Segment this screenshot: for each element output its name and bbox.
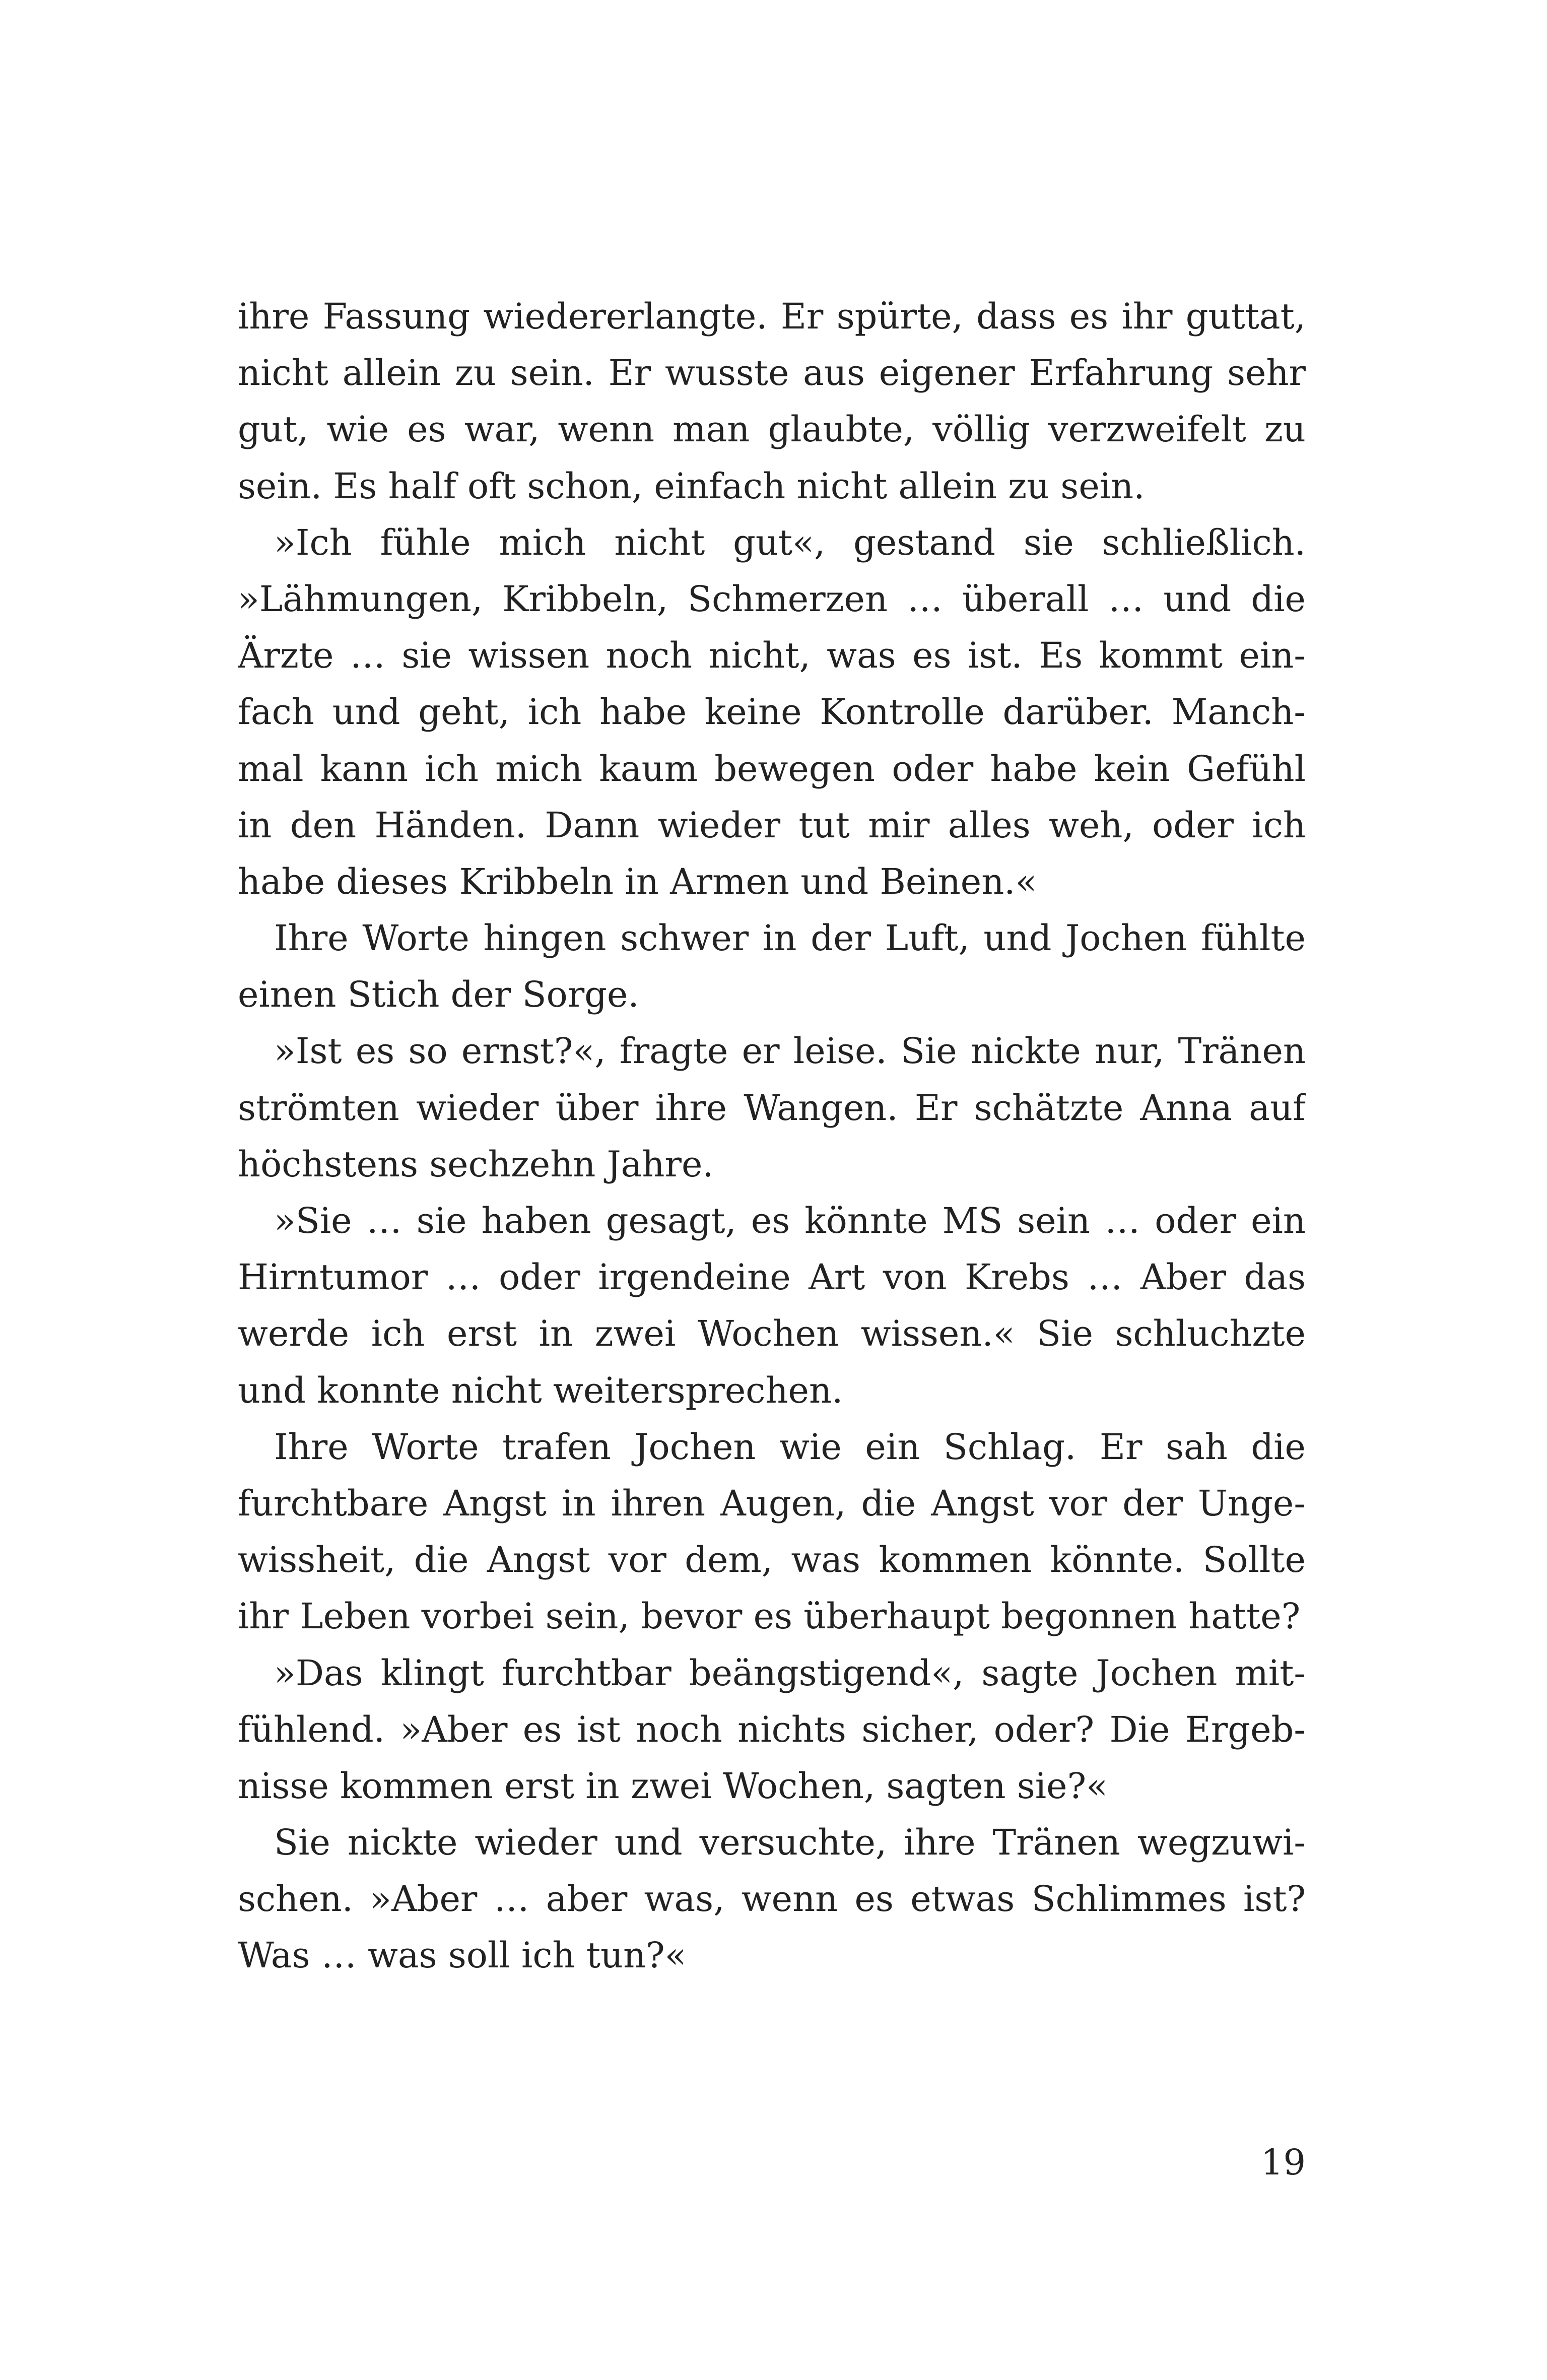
text-line: »Ich fühle mich nicht gut«, gestand sie schließlich.: [274, 521, 1306, 563]
text-line: »Das klingt furchtbar beängstigend«, sagte Jochen mit-: [274, 1652, 1306, 1694]
text-line: strömten wieder über ihre Wangen. Er schätzte Anna auf: [238, 1087, 1306, 1129]
text-line: ihr Leben vorbei sein, bevor es überhaupt begonnen hatte?: [238, 1596, 1301, 1637]
text-line: furchtbare Angst in ihren Augen, die Angst vor der Unge-: [238, 1482, 1306, 1524]
text-line: habe dieses Kribbeln in Armen und Beinen.«: [238, 861, 1037, 902]
text-line: »Ist es so ernst?«, fragte er leise. Sie nickte nur, Tränen: [274, 1030, 1306, 1072]
text-line: werde ich erst in zwei Wochen wissen.« Sie schluchzte: [238, 1313, 1306, 1355]
text-line: nicht allein zu sein. Er wusste aus eigener Erfahrung sehr: [238, 352, 1306, 394]
text-line: wissheit, die Angst vor dem, was kommen könnte. Sollte: [238, 1539, 1306, 1581]
text-line: und konnte nicht weitersprechen.: [238, 1369, 843, 1411]
text-line: fühlend. »Aber es ist noch nichts sicher, oder? Die Ergeb-: [238, 1708, 1306, 1750]
page-number: 19: [1260, 2142, 1306, 2183]
text-line: Ärzte … sie wissen noch nicht, was es ist. Es kommt ein-: [238, 635, 1306, 677]
text-line: schen. »Aber … aber was, wenn es etwas Schlimmes ist?: [238, 1878, 1306, 1920]
text-line: Sie nickte wieder und versuchte, ihre Tränen wegzuwi-: [274, 1822, 1306, 1864]
text-line: nisse kommen erst in zwei Wochen, sagten sie?«: [238, 1765, 1108, 1807]
text-line: »Lähmungen, Kribbeln, Schmerzen … überall … und die: [238, 578, 1306, 620]
text-line: fach und geht, ich habe keine Kontrolle darüber. Manch-: [238, 691, 1306, 733]
text-line: »Sie … sie haben gesagt, es könnte MS sein … oder ein: [274, 1200, 1306, 1241]
text-line: mal kann ich mich kaum bewegen oder habe kein Gefühl: [238, 748, 1306, 789]
text-line: Was … was soll ich tun?«: [238, 1935, 687, 1976]
text-line: einen Stich der Sorge.: [238, 974, 639, 1016]
text-line: Ihre Worte trafen Jochen wie ein Schlag. Er sah die: [274, 1426, 1306, 1468]
text-line: gut, wie es war, wenn man glaubte, völlig verzweifelt zu: [238, 409, 1306, 450]
body-text: [238, 288, 1306, 1984]
text-line: Ihre Worte hingen schwer in der Luft, und Jochen fühlte: [274, 917, 1306, 959]
text-line: sein. Es half oft schon, einfach nicht allein zu sein.: [238, 465, 1145, 507]
text-line: ihre Fassung wiedererlangte. Er spürte, dass es ihr guttat,: [238, 296, 1306, 337]
text-line: in den Händen. Dann wieder tut mir alles weh, oder ich: [238, 804, 1306, 846]
text-line: Hirntumor … oder irgendeine Art von Krebs … Aber das: [238, 1257, 1306, 1298]
text-line: höchstens sechzehn Jahre.: [238, 1143, 714, 1185]
